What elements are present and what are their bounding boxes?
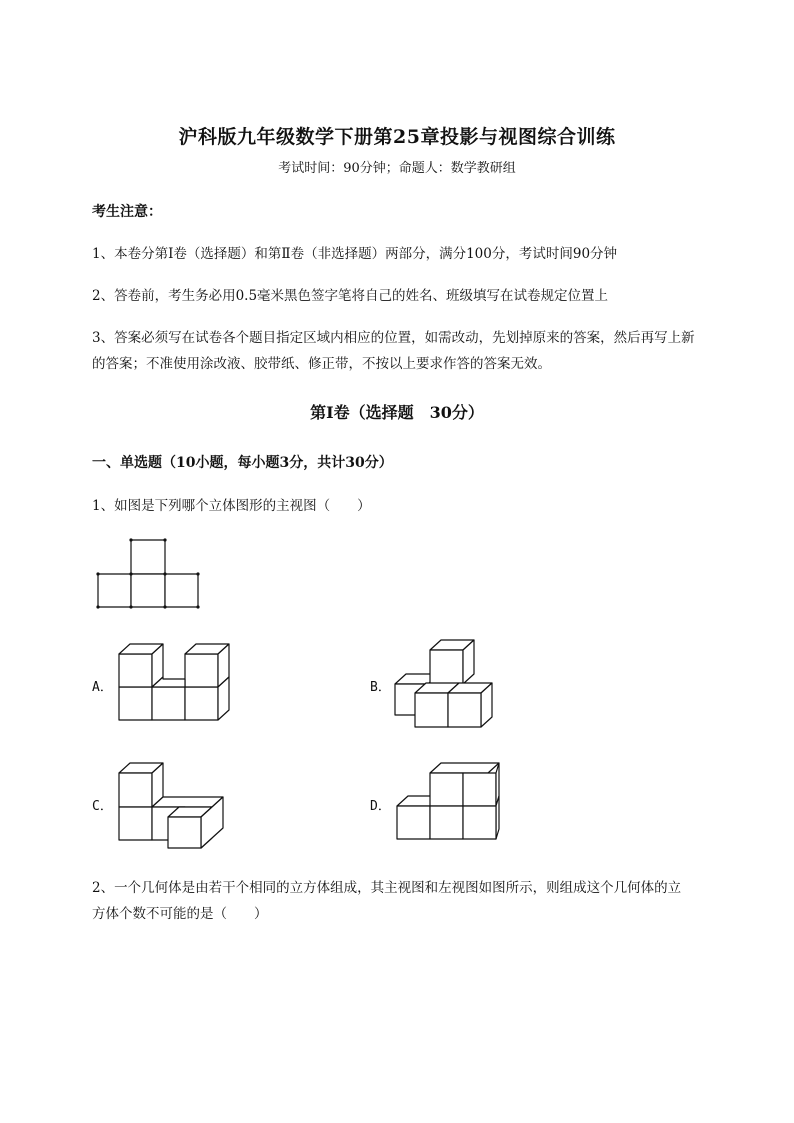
- question-2-text-line-2: 方体个数不可能的是（ ）: [92, 906, 268, 922]
- option-c-figure: [118, 758, 233, 850]
- note-3-line-1: 3、答案必须写在试卷各个题目指定区域内相应的位置，如需改动，先划掉原来的答案，然后再写上新: [92, 330, 695, 346]
- option-b-label[interactable]: B．: [370, 680, 391, 695]
- note-3-line-2: 的答案；不准使用涂改液、胶带纸、修正带，不按以上要求作答的答案无效。: [92, 356, 551, 372]
- option-d-label[interactable]: D．: [370, 799, 391, 814]
- option-a-label[interactable]: A．: [92, 680, 113, 695]
- page-title: 沪科版九年级数学下册第25章投影与视图综合训练: [178, 126, 616, 148]
- note-1: 1、本卷分第I卷（选择题）和第Ⅱ卷（非选择题）两部分，满分100分，考试时间90分钟: [92, 246, 618, 262]
- note-2: 2、答卷前，考生务必用0.5毫米黑色签字笔将自己的姓名、班级填写在试卷规定位置上: [92, 288, 609, 304]
- option-c-label[interactable]: C．: [92, 799, 113, 814]
- option-d-figure: [394, 762, 506, 844]
- question-2-text-line-1: 2、一个几何体是由若干个相同的立方体组成，其主视图和左视图如图所示，则组成这个几何体的立: [92, 880, 682, 896]
- section-title: 第I卷（选择题 30分）: [310, 403, 484, 422]
- option-a-figure: [118, 643, 233, 723]
- exam-info: 考试时间：90分钟；命题人：数学教研组: [278, 161, 516, 176]
- option-b-figure: [392, 636, 502, 730]
- part-heading: 一、单选题（10小题，每小题3分，共计30分）: [92, 455, 393, 471]
- question-1-front-view-figure: [95, 537, 205, 611]
- question-1-text: 1、如图是下列哪个立体图形的主视图（ ）: [92, 498, 371, 514]
- notes-heading: 考生注意：: [92, 204, 162, 220]
